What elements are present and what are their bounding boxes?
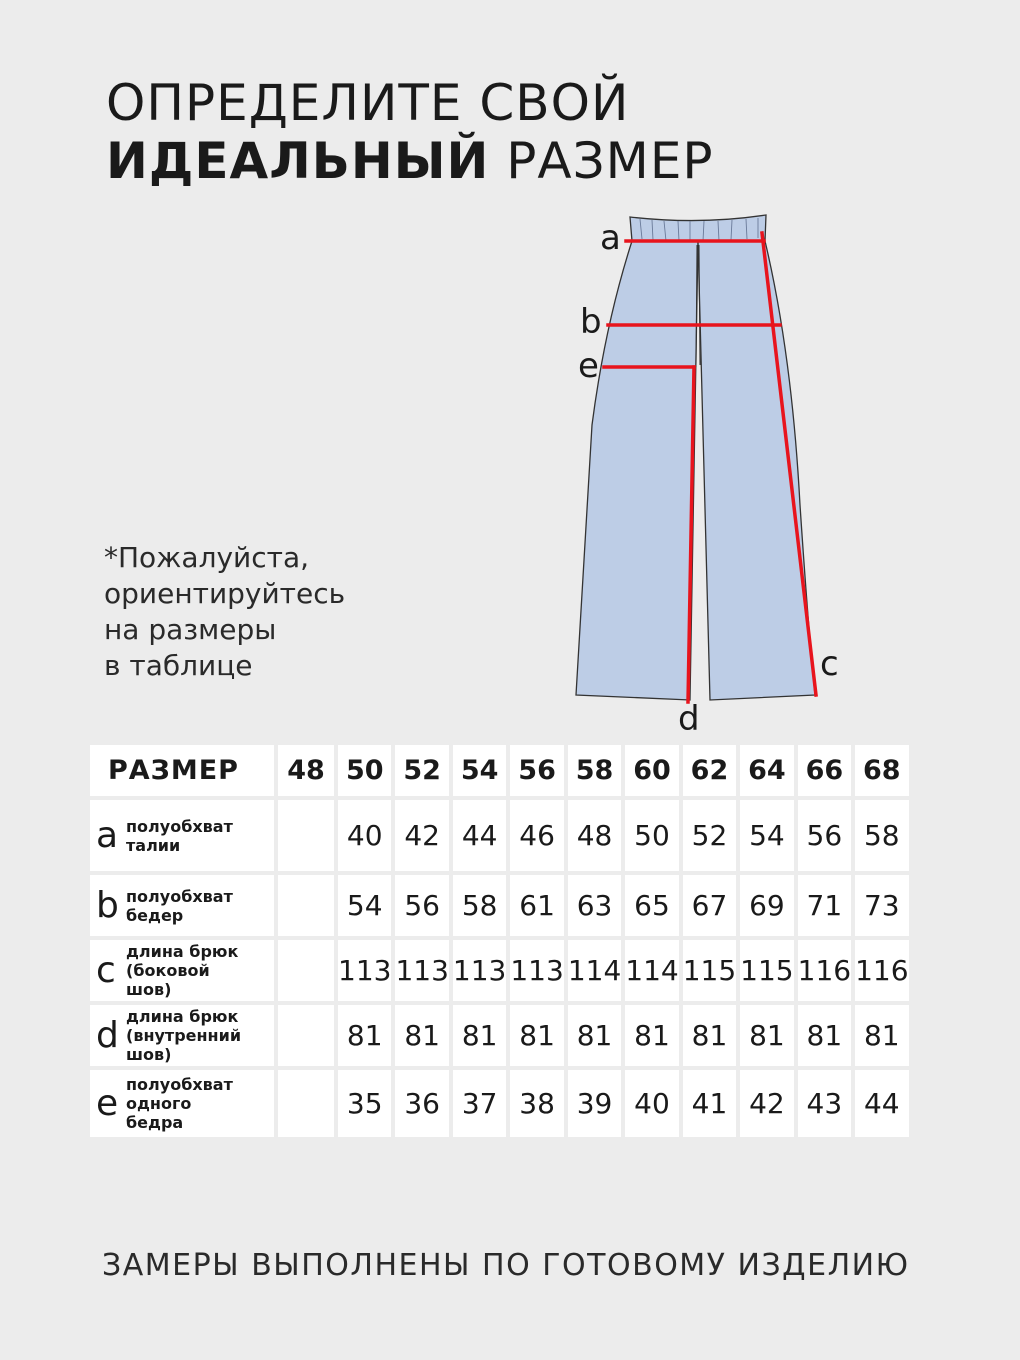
value-cell: 65 — [625, 875, 678, 936]
value-cell: 39 — [568, 1070, 621, 1137]
value-cell: 44 — [855, 1070, 908, 1137]
value-cell: 81 — [510, 1005, 563, 1066]
table-row — [90, 1005, 909, 1066]
description-line: (боковой — [126, 961, 210, 980]
row-label-cell — [90, 1070, 274, 1137]
measure-description — [126, 1075, 233, 1132]
measure-description — [126, 1007, 241, 1064]
description-line: полуобхват — [126, 1075, 233, 1094]
value-cell — [278, 800, 334, 871]
size-header: 66 — [798, 745, 851, 796]
value-cell: 37 — [453, 1070, 506, 1137]
right-leg — [698, 241, 815, 700]
size-header: 52 — [395, 745, 448, 796]
value-cell: 115 — [683, 940, 736, 1001]
value-cell: 36 — [395, 1070, 448, 1137]
measure-letter: d — [96, 1015, 119, 1056]
value-cell: 81 — [740, 1005, 793, 1066]
value-cell: 113 — [395, 940, 448, 1001]
description-line: талии — [126, 835, 181, 855]
value-cell: 69 — [740, 875, 793, 936]
table-row — [90, 800, 909, 871]
value-cell: 56 — [395, 875, 448, 936]
label-a: a — [600, 218, 621, 258]
value-cell: 81 — [568, 1005, 621, 1066]
measure-description — [126, 942, 238, 999]
value-cell: 114 — [625, 940, 678, 1001]
row-label-cell — [90, 875, 274, 936]
note-line: в таблице — [104, 649, 253, 682]
measure-letter: e — [96, 1083, 119, 1124]
value-cell: 61 — [510, 875, 563, 936]
value-cell: 42 — [740, 1070, 793, 1137]
description-line: полуобхват — [126, 816, 233, 836]
note-line: ориентируйтесь — [104, 577, 346, 610]
table-row — [90, 940, 909, 1001]
value-cell: 58 — [453, 875, 506, 936]
value-cell: 43 — [798, 1070, 851, 1137]
size-header: 64 — [740, 745, 793, 796]
measure-letter: a — [96, 815, 119, 856]
value-cell: 38 — [510, 1070, 563, 1137]
label-b: b — [580, 302, 602, 342]
label-d: d — [678, 699, 700, 735]
description-line: длина брюк — [126, 1007, 239, 1026]
value-cell: 116 — [798, 940, 851, 1001]
value-cell: 81 — [453, 1005, 506, 1066]
value-cell: 81 — [338, 1005, 391, 1066]
value-cell: 73 — [855, 875, 908, 936]
row-label-cell — [90, 940, 274, 1001]
row-label-cell — [90, 800, 274, 871]
value-cell: 116 — [855, 940, 908, 1001]
value-cell: 44 — [453, 800, 506, 871]
description-line: одного — [126, 1094, 192, 1113]
description-line: шов) — [126, 980, 172, 999]
value-cell — [278, 875, 334, 936]
value-cell: 81 — [855, 1005, 908, 1066]
trousers-diagram — [560, 205, 880, 735]
description-line: длина брюк — [126, 942, 239, 961]
description-line: бедра — [126, 1113, 184, 1132]
size-header: 68 — [855, 745, 908, 796]
description-line: полуобхват — [126, 886, 233, 906]
value-cell: 54 — [338, 875, 391, 936]
title-line-1: ОПРЕДЕЛИТЕ СВОЙ — [106, 74, 630, 132]
value-cell: 81 — [683, 1005, 736, 1066]
size-header: 62 — [683, 745, 736, 796]
description-line: (внутренний — [126, 1026, 242, 1045]
value-cell: 48 — [568, 800, 621, 871]
value-cell: 50 — [625, 800, 678, 871]
measure-letter: c — [96, 950, 116, 991]
measure-description — [126, 817, 233, 855]
value-cell: 67 — [683, 875, 736, 936]
value-cell: 46 — [510, 800, 563, 871]
row-label-cell — [90, 1005, 274, 1066]
value-cell: 35 — [338, 1070, 391, 1137]
description-line: шов) — [126, 1045, 172, 1064]
value-cell: 54 — [740, 800, 793, 871]
value-cell — [278, 1005, 334, 1066]
size-header: 48 — [278, 745, 334, 796]
value-cell: 56 — [798, 800, 851, 871]
measure-description — [126, 887, 233, 925]
value-cell: 40 — [625, 1070, 678, 1137]
value-cell: 114 — [568, 940, 621, 1001]
description-line: бедер — [126, 905, 184, 925]
value-cell: 115 — [740, 940, 793, 1001]
value-cell — [278, 1070, 334, 1137]
header-label: РАЗМЕР — [90, 745, 274, 796]
size-note — [104, 540, 345, 684]
size-header: 60 — [625, 745, 678, 796]
value-cell: 81 — [625, 1005, 678, 1066]
table-header-row — [90, 745, 909, 796]
title-bold-word: ИДЕАЛЬНЫЙ — [106, 132, 490, 190]
size-header: 50 — [338, 745, 391, 796]
label-e: e — [578, 346, 599, 386]
value-cell: 63 — [568, 875, 621, 936]
label-c: c — [820, 644, 839, 684]
title-line-2 — [106, 132, 714, 190]
value-cell: 81 — [395, 1005, 448, 1066]
value-cell: 113 — [338, 940, 391, 1001]
value-cell: 113 — [510, 940, 563, 1001]
size-header: 56 — [510, 745, 563, 796]
title-rest: РАЗМЕР — [489, 132, 714, 190]
table-row — [90, 875, 909, 936]
measure-letter: b — [96, 885, 119, 926]
value-cell: 42 — [395, 800, 448, 871]
value-cell: 71 — [798, 875, 851, 936]
note-line: на размеры — [104, 613, 277, 646]
value-cell: 113 — [453, 940, 506, 1001]
page-title — [106, 74, 714, 190]
value-cell: 81 — [798, 1005, 851, 1066]
table-row — [90, 1070, 909, 1137]
note-line: *Пожалуйста, — [104, 541, 309, 574]
size-header: 58 — [568, 745, 621, 796]
size-header: 54 — [453, 745, 506, 796]
value-cell: 58 — [855, 800, 908, 871]
value-cell: 41 — [683, 1070, 736, 1137]
size-table — [86, 741, 913, 1141]
value-cell: 52 — [683, 800, 736, 871]
value-cell — [278, 940, 334, 1001]
value-cell: 40 — [338, 800, 391, 871]
footer-note: ЗАМЕРЫ ВЫПОЛНЕНЫ ПО ГОТОВОМУ ИЗДЕЛИЮ — [102, 1248, 910, 1283]
